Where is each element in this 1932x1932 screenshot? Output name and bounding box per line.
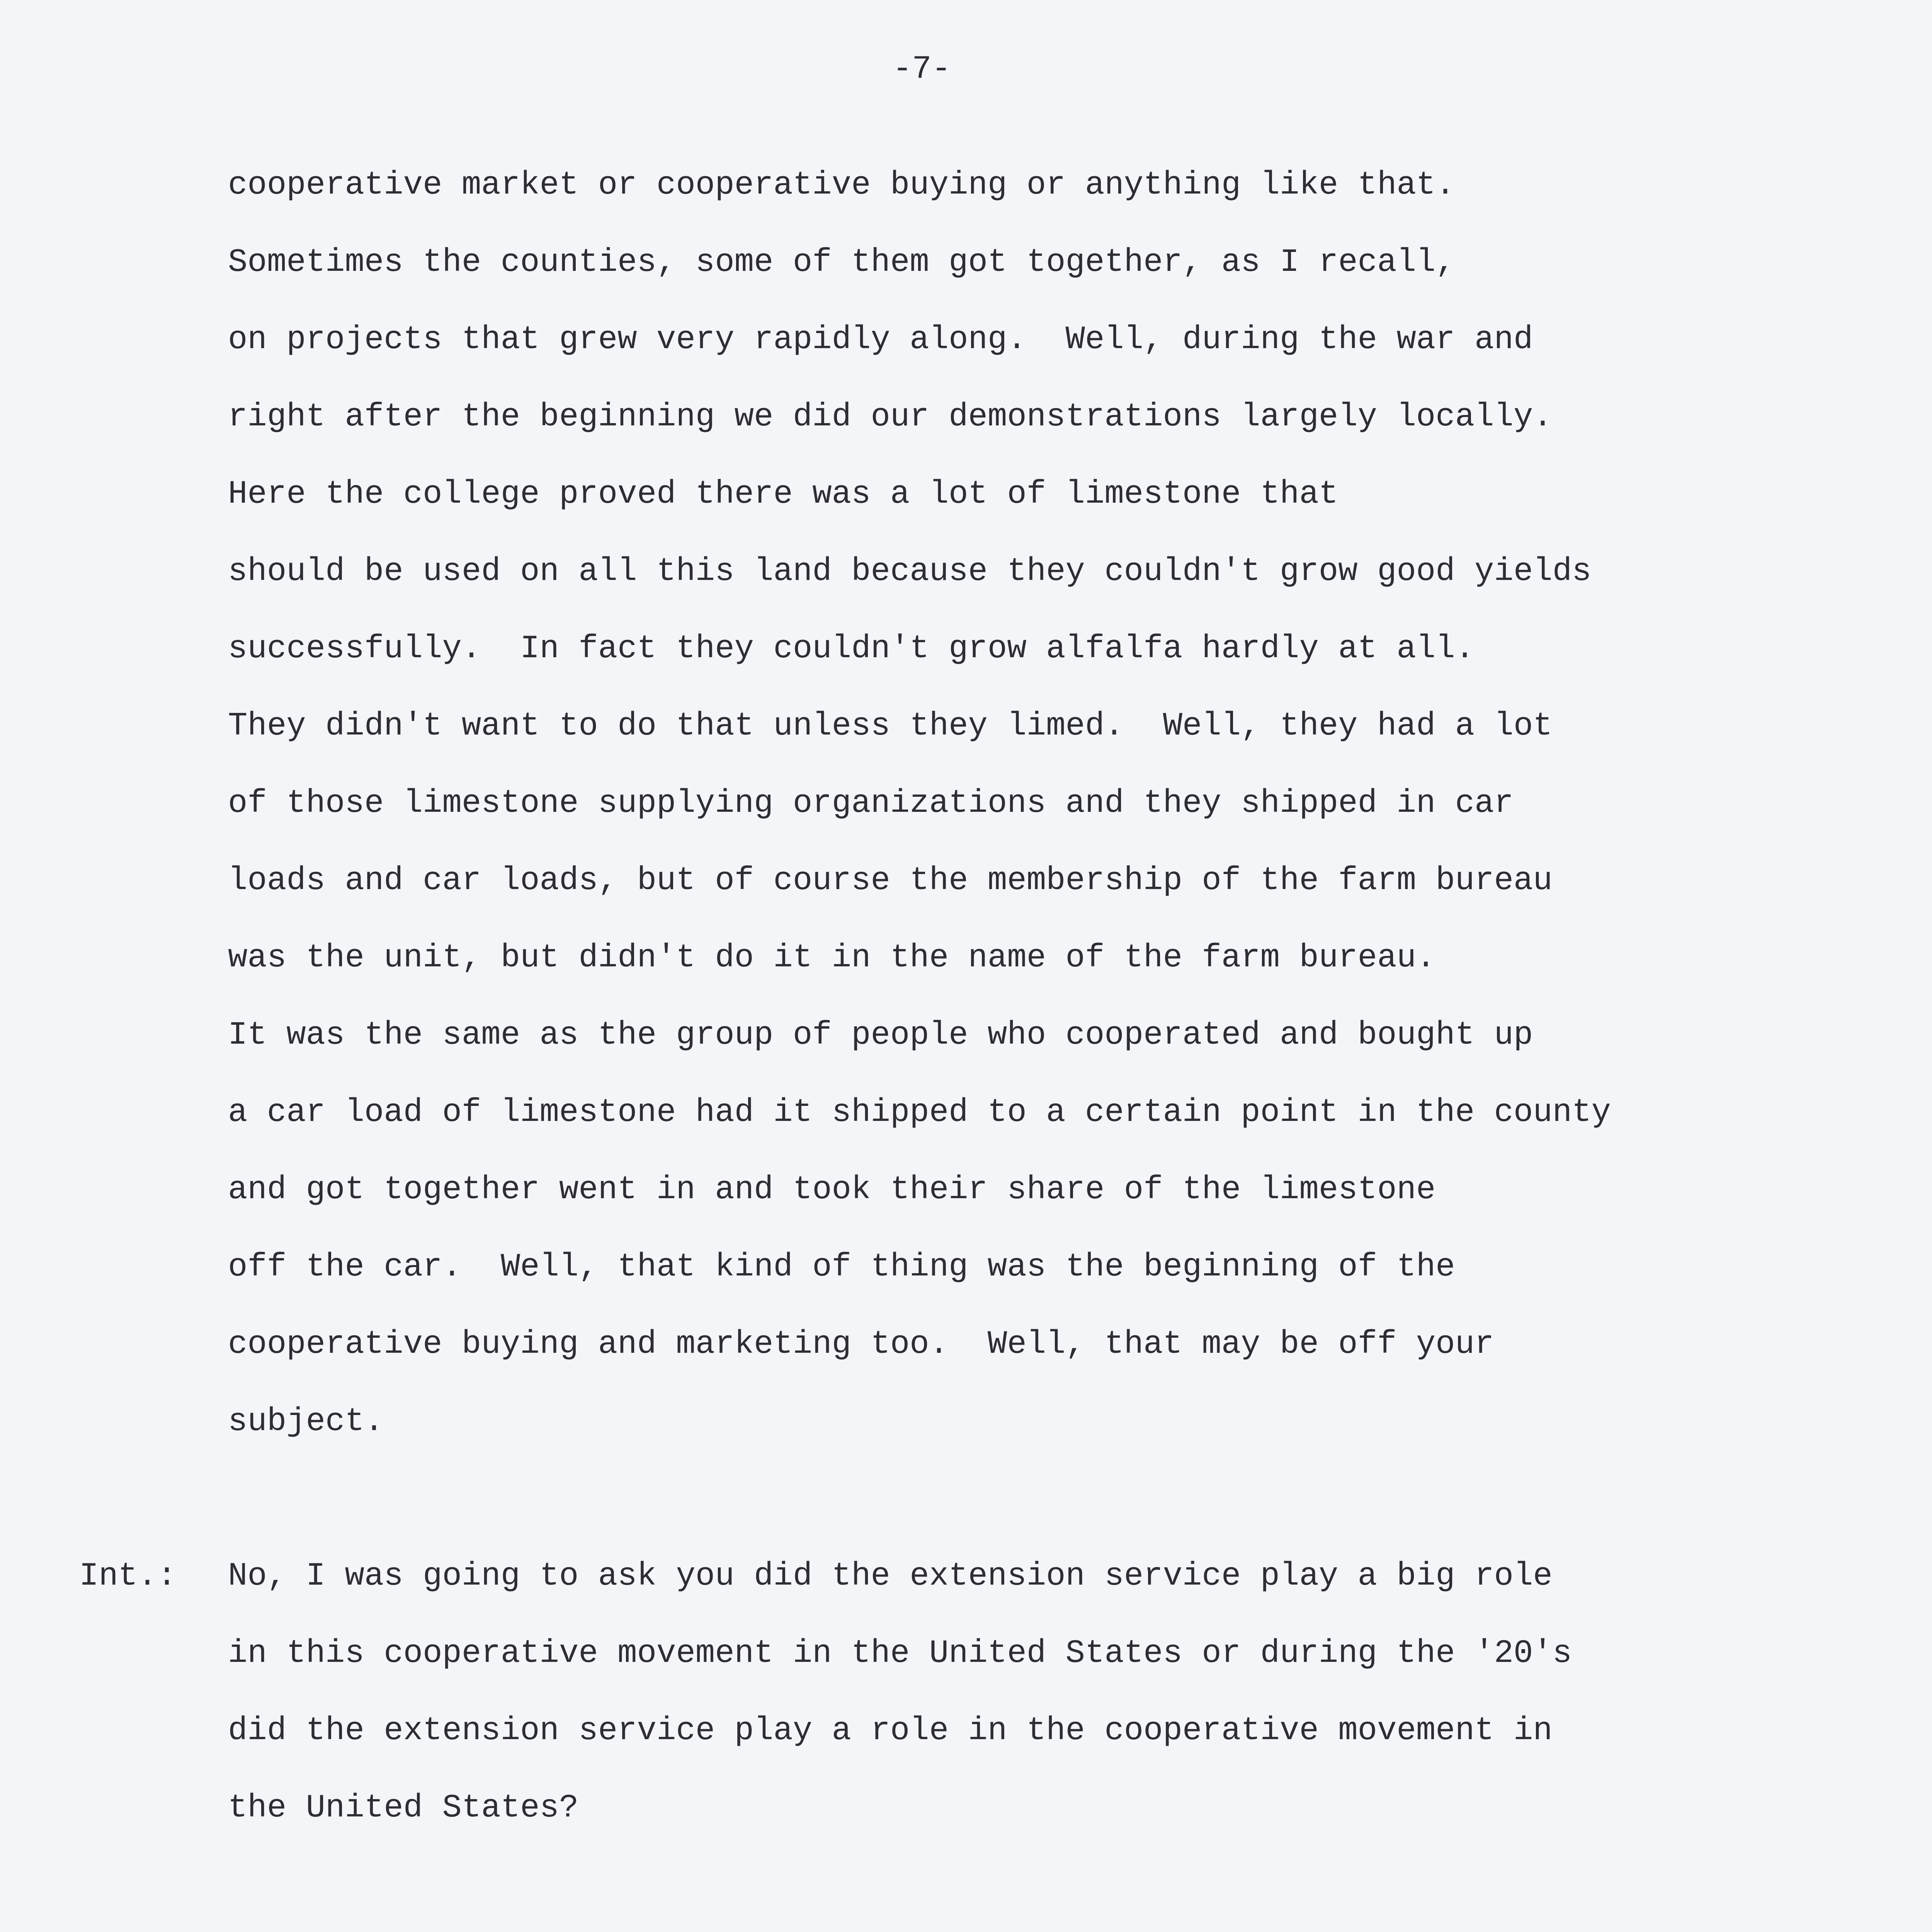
text-line: on projects that grew very rapidly along. Well, during the war and: [228, 321, 1533, 358]
text-line: of those limestone supplying organizations and they shipped in car: [228, 785, 1514, 822]
page-number: -7-: [893, 51, 951, 88]
text-line: a car load of limestone had it shipped to a certain point in the county: [228, 1094, 1611, 1131]
text-line: the United States?: [228, 1790, 579, 1827]
text-line: cooperative buying and marketing too. Well, that may be off your: [228, 1326, 1494, 1363]
text-line: They didn't want to do that unless they limed. Well, they had a lot: [228, 708, 1553, 745]
text-line: in this cooperative movement in the United States or during the '20's: [228, 1635, 1572, 1672]
text-line: right after the beginning we did our demonstrations largely locally.: [228, 399, 1553, 435]
text-line: Sometimes the counties, some of them got together, as I recall,: [228, 244, 1455, 281]
text-line: did the extension service play a role in the cooperative movement in: [228, 1713, 1553, 1749]
text-line: successfully. In fact they couldn't grow alfalfa hardly at all.: [228, 631, 1475, 667]
text-line: It was the same as the group of people who cooperated and bought up: [228, 1017, 1533, 1054]
text-line: No, I was going to ask you did the extension service play a big role: [228, 1558, 1553, 1595]
speaker-label: Int.:: [79, 1558, 177, 1595]
text-line: and got together went in and took their share of the limestone: [228, 1172, 1436, 1208]
text-line: Here the college proved there was a lot of limestone that: [228, 476, 1338, 513]
text-line: should be used on all this land because they couldn't grow good yields: [228, 553, 1592, 590]
text-line: off the car. Well, that kind of thing was the beginning of the: [228, 1249, 1455, 1286]
text-line: loads and car loads, but of course the membership of the farm bureau: [228, 862, 1553, 899]
text-line: subject.: [228, 1403, 384, 1440]
text-line: cooperative market or cooperative buying or anything like that.: [228, 167, 1455, 204]
text-line: was the unit, but didn't do it in the name of the farm bureau.: [228, 940, 1436, 976]
